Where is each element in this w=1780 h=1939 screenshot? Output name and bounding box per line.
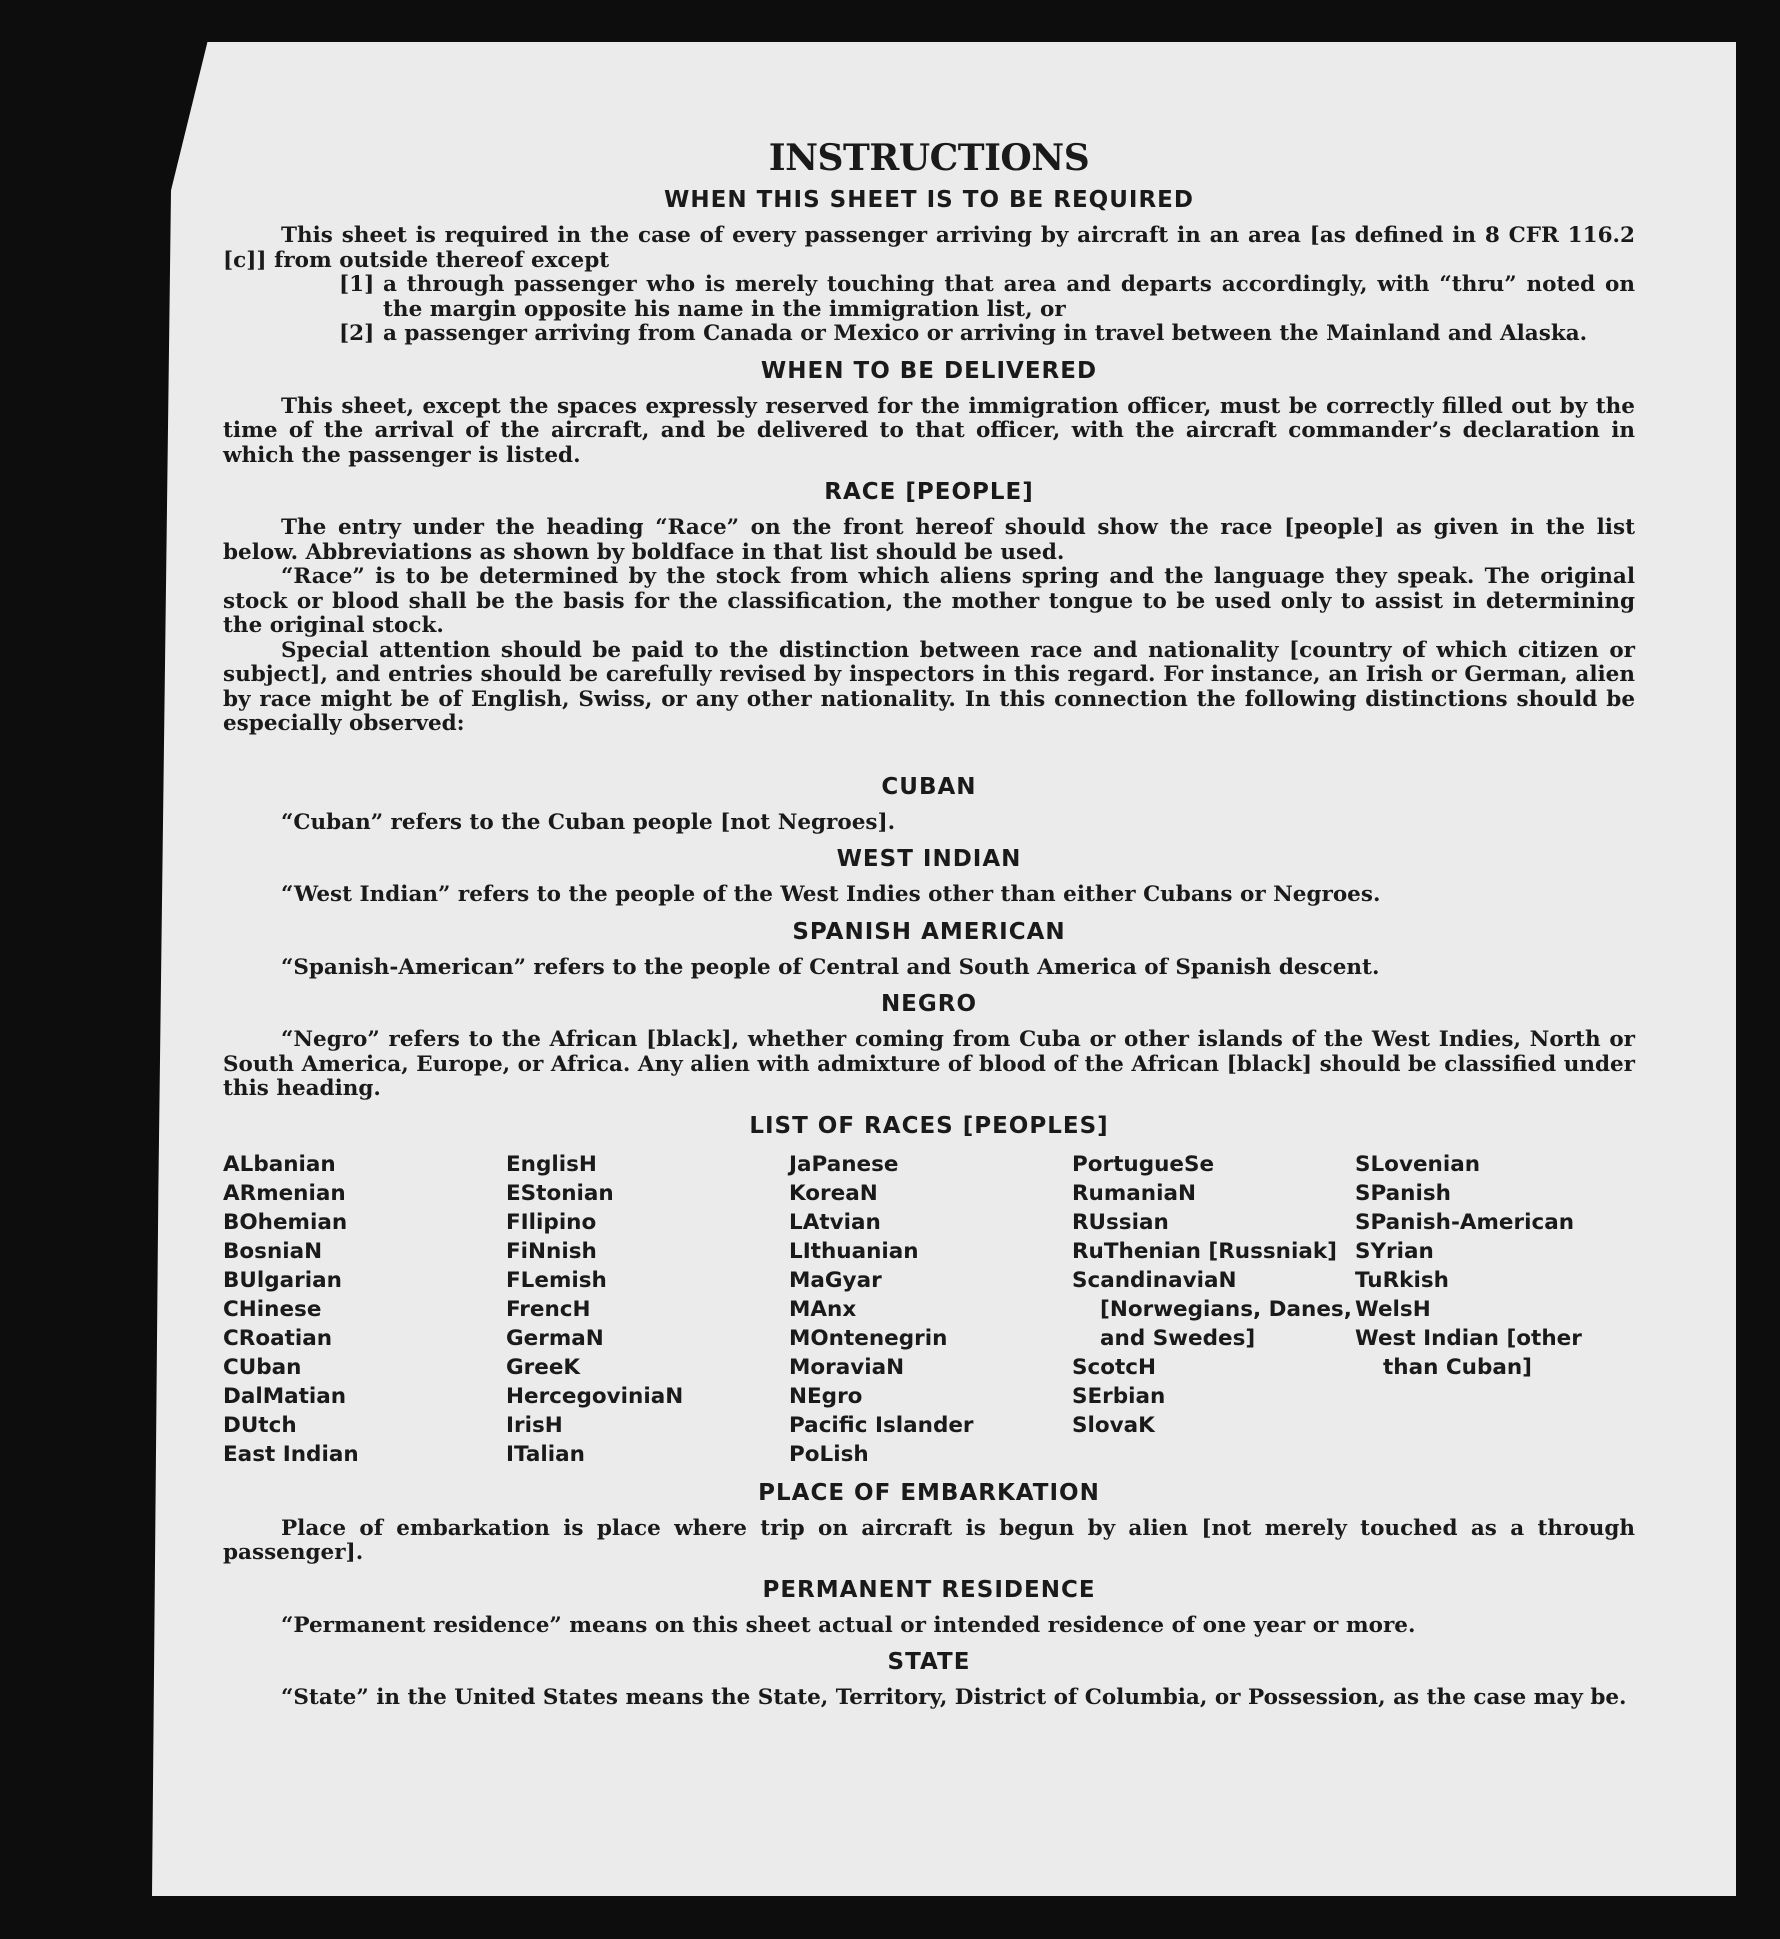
state-text: “State” in the United States means the State, Territory, District of Columbia, or Possession, as the case may be. bbox=[281, 1685, 1627, 1710]
race-item: BOhemian bbox=[223, 1209, 348, 1235]
negro-text: “Negro” refers to the African [black], whether coming from Cuba or other islands of the West Indies, North or South America, Europe, or Africa. Any alien with admixture of blood of the African [black] should be classified under this heading. bbox=[223, 1027, 1635, 1101]
permanent-residence-text: “Permanent residence” means on this sheet actual or intended residence of one year or more. bbox=[281, 1612, 1416, 1638]
race-item: RumaniaN bbox=[1072, 1180, 1196, 1206]
race-item: East Indian bbox=[223, 1441, 359, 1467]
race-item: WelsH bbox=[1355, 1296, 1431, 1322]
heading-permanent-residence: PERMANENT RESIDENCE bbox=[762, 1576, 1096, 1603]
heading-delivered: WHEN TO BE DELIVERED bbox=[760, 357, 1098, 384]
heading-required: WHEN THIS SHEET IS TO BE REQUIRED bbox=[664, 187, 1194, 213]
race-paragraph-1: The entry under the heading “Race” on the front hereof should show the race [people] as given in the list below. Abbreviations as shown by boldface in that list should be used. bbox=[223, 515, 1635, 565]
race-item: CRoatian bbox=[223, 1325, 333, 1351]
race-item: SPanish-American bbox=[1355, 1209, 1575, 1235]
race-item: FIlipino bbox=[506, 1209, 597, 1235]
race-item: SPanish bbox=[1355, 1180, 1451, 1206]
race-item: EStonian bbox=[506, 1180, 614, 1206]
race-item: ITalian bbox=[506, 1441, 585, 1467]
races-column-4 bbox=[1072, 1150, 1355, 1469]
race-item: DUtch bbox=[223, 1412, 297, 1438]
races-column-2 bbox=[506, 1150, 789, 1469]
embarkation-text: Place of embarkation is place where trip on aircraft is begun by alien [not merely touched as a through passenger]. bbox=[223, 1515, 1635, 1565]
instructions-content bbox=[223, 138, 1635, 1711]
delivered-text: This sheet, except the spaces expressly reserved for the immigration officer, must be correctly filled out by the time of the arrival of the aircraft, and be delivered to that officer, with the aircraft commander’s declaration in which the passenger is listed. bbox=[223, 393, 1635, 468]
heading-west-indian: WEST INDIAN bbox=[836, 846, 1022, 872]
race-item: ARmenian bbox=[223, 1180, 346, 1206]
page-title: INSTRUCTIONS bbox=[768, 137, 1090, 179]
exception-number: [2] bbox=[339, 321, 375, 346]
race-item: GermaN bbox=[506, 1325, 604, 1351]
race-item: NEgro bbox=[789, 1383, 863, 1409]
race-item: HercegoviniaN bbox=[506, 1383, 684, 1409]
heading-cuban: CUBAN bbox=[881, 773, 977, 800]
race-item: TuRkish bbox=[1355, 1267, 1449, 1293]
race-item: SLovenian bbox=[1355, 1151, 1481, 1177]
race-item: PoLish bbox=[789, 1441, 869, 1467]
races-list bbox=[223, 1150, 1635, 1469]
race-item: ScandinaviaN [Norwegians, Danes, and Swedes] bbox=[1072, 1267, 1352, 1351]
exception-text: a passenger arriving from Canada or Mexico or arriving in travel between the Mainland and Alaska. bbox=[383, 321, 1588, 346]
heading-state: STATE bbox=[887, 1649, 971, 1675]
race-paragraph-2: “Race” is to be determined by the stock from which aliens spring and the language they speak. The original stock or blood shall be the basis for the classification, the mother tongue to be used only to assist in determining the original stock. bbox=[223, 564, 1635, 638]
race-item: FiNnish bbox=[506, 1238, 597, 1264]
race-item: DalMatian bbox=[223, 1383, 347, 1409]
races-column-3 bbox=[789, 1150, 1072, 1469]
exception-number: [1] bbox=[339, 272, 375, 297]
race-item: MoraviaN bbox=[789, 1354, 905, 1380]
spanish-american-text: “Spanish-American” refers to the people of Central and South America of Spanish descent. bbox=[281, 954, 1380, 980]
races-column-1 bbox=[223, 1150, 506, 1469]
race-item: LAtvian bbox=[789, 1209, 881, 1235]
race-item: ScotcH bbox=[1072, 1354, 1157, 1380]
race-item: RUssian bbox=[1072, 1209, 1169, 1235]
race-item: RuThenian [Russniak] bbox=[1072, 1238, 1337, 1264]
race-item: LIthuanian bbox=[789, 1238, 919, 1264]
race-item: FrencH bbox=[506, 1296, 591, 1322]
exception-item bbox=[339, 322, 1635, 347]
required-intro: This sheet is required in the case of every passenger arriving by aircraft in an area [as defined in 8 CFR 116.2 [c]] from outside thereof except bbox=[223, 223, 1635, 273]
race-item: JaPanese bbox=[789, 1151, 899, 1177]
west-indian-text: “West Indian” refers to the people of the West Indies other than either Cubans or Negroes. bbox=[281, 882, 1381, 907]
heading-embarkation: PLACE OF EMBARKATION bbox=[758, 1479, 1100, 1506]
race-item: SYrian bbox=[1355, 1238, 1434, 1264]
race-item: MOntenegrin bbox=[789, 1325, 948, 1351]
races-column-5 bbox=[1355, 1150, 1635, 1469]
heading-negro: NEGRO bbox=[880, 991, 978, 1017]
race-item: MaGyar bbox=[789, 1267, 882, 1293]
race-paragraph-3: Special attention should be paid to the distinction between race and nationality [country of which citizen or subject], and entries should be carefully revised by inspectors in this regard. For instance, an Irish or German, alien by race might be of English, Swiss, or any other nationality. In this connection the following distinctions should be especially observed: bbox=[223, 637, 1635, 736]
race-item: SlovaK bbox=[1072, 1412, 1155, 1438]
race-item: ALbanian bbox=[223, 1151, 336, 1177]
race-item: CHinese bbox=[223, 1296, 322, 1322]
race-item: West Indian [other than Cuban] bbox=[1355, 1325, 1582, 1380]
heading-race: RACE [PEOPLE] bbox=[824, 479, 1034, 505]
race-item: PortugueSe bbox=[1072, 1151, 1215, 1177]
heading-list-of-races: LIST OF RACES [PEOPLES] bbox=[749, 1112, 1109, 1139]
heading-spanish-american: SPANISH AMERICAN bbox=[792, 918, 1066, 945]
race-item: Pacific Islander bbox=[789, 1412, 974, 1438]
race-item: MAnx bbox=[789, 1296, 857, 1322]
race-item: IrisH bbox=[506, 1412, 563, 1438]
race-item: KoreaN bbox=[789, 1180, 878, 1206]
race-item: BosniaN bbox=[223, 1238, 323, 1264]
race-item: GreeK bbox=[506, 1354, 581, 1380]
race-item: EnglisH bbox=[506, 1151, 597, 1177]
cuban-text: “Cuban” refers to the Cuban people [not Negroes]. bbox=[281, 809, 896, 835]
exception-item bbox=[339, 273, 1635, 322]
race-item: SErbian bbox=[1072, 1383, 1166, 1409]
race-item: BUlgarian bbox=[223, 1267, 342, 1293]
race-item: FLemish bbox=[506, 1267, 607, 1293]
exception-text: a through passenger who is merely touching that area and departs accordingly, with “thru” noted on the margin opposite his name in the immigration list, or bbox=[383, 272, 1635, 322]
race-item: CUban bbox=[223, 1354, 302, 1380]
